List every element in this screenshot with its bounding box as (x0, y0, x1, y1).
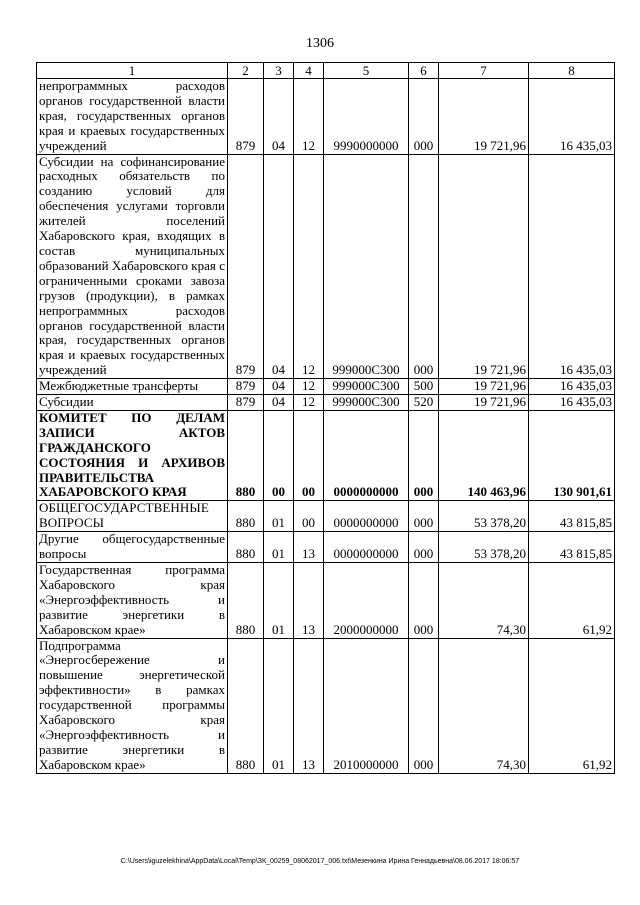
row-expense-type: 000 (409, 79, 439, 155)
row-amount-year2: 16 435,03 (529, 379, 615, 395)
table-row (37, 379, 615, 395)
row-target-article: 9990000000 (324, 79, 409, 155)
row-amount-year1: 19 721,96 (439, 379, 529, 395)
row-section: 01 (264, 638, 294, 773)
table-row (37, 395, 615, 411)
row-subsection: 13 (294, 563, 324, 639)
row-amount-year2: 16 435,03 (529, 395, 615, 411)
column-header: 8 (529, 63, 615, 79)
row-amount-year2: 16 435,03 (529, 79, 615, 155)
row-name: Другие общегосударственные вопросы (37, 532, 228, 563)
row-amount-year1: 19 721,96 (439, 79, 529, 155)
row-name: Субсидии на софинансирование расходных обязательств по созданию условий для обеспечения услугами торговли жителей поселений Хабаровского края, входящих в состав муниципальных образований Хабаровского края с ограниченными сроками завоза грузов (продукции), в рамках непрограммных расходов органов государственной власти края, государственных органов края и краевых государственных учреждений (37, 154, 228, 379)
row-target-article: 0000000000 (324, 532, 409, 563)
row-admin-code: 879 (228, 154, 264, 379)
row-amount-year2: 130 901,61 (529, 410, 615, 500)
row-admin-code: 880 (228, 532, 264, 563)
row-expense-type: 000 (409, 501, 439, 532)
row-amount-year1: 140 463,96 (439, 410, 529, 500)
column-header: 3 (264, 63, 294, 79)
row-subsection: 00 (294, 501, 324, 532)
row-name: непрограммных расходов органов государственной власти края, государственных органов края и краевых государственных учреждений (37, 79, 228, 155)
page-number: 1306 (306, 36, 334, 51)
row-section: 01 (264, 501, 294, 532)
row-amount-year1: 19 721,96 (439, 395, 529, 411)
row-subsection: 12 (294, 379, 324, 395)
row-amount-year2: 43 815,85 (529, 532, 615, 563)
row-admin-code: 879 (228, 379, 264, 395)
table-row (37, 79, 615, 155)
row-section: 04 (264, 379, 294, 395)
row-amount-year2: 43 815,85 (529, 501, 615, 532)
row-expense-type: 000 (409, 638, 439, 773)
row-target-article: 999000С300 (324, 395, 409, 411)
row-expense-type: 000 (409, 532, 439, 563)
table-row (37, 154, 615, 379)
row-section: 00 (264, 410, 294, 500)
table-row-committee (37, 410, 615, 500)
row-expense-type: 000 (409, 410, 439, 500)
row-section: 04 (264, 395, 294, 411)
row-admin-code: 880 (228, 410, 264, 500)
row-subsection: 12 (294, 79, 324, 155)
row-admin-code: 879 (228, 79, 264, 155)
row-expense-type: 000 (409, 563, 439, 639)
row-name: Подпрограмма «Энергосбережение и повышение энергетической эффективности» в рамках государственной программы Хабаровского края «Энергоэффективность и развитие энергетики в Хабаровском крае» (37, 638, 228, 773)
budget-table (36, 62, 615, 774)
table-row (37, 532, 615, 563)
column-header: 1 (37, 63, 228, 79)
row-amount-year1: 53 378,20 (439, 501, 529, 532)
row-subsection: 12 (294, 395, 324, 411)
column-header: 6 (409, 63, 439, 79)
row-section: 04 (264, 154, 294, 379)
row-admin-code: 879 (228, 395, 264, 411)
row-subsection: 00 (294, 410, 324, 500)
row-amount-year1: 74,30 (439, 638, 529, 773)
row-subsection: 12 (294, 154, 324, 379)
column-header: 2 (228, 63, 264, 79)
row-target-article: 2010000000 (324, 638, 409, 773)
row-expense-type: 520 (409, 395, 439, 411)
column-header: 7 (439, 63, 529, 79)
table-header-row (37, 63, 615, 79)
row-target-article: 0000000000 (324, 501, 409, 532)
row-target-article: 2000000000 (324, 563, 409, 639)
row-subsection: 13 (294, 532, 324, 563)
row-admin-code: 880 (228, 563, 264, 639)
table-row (37, 563, 615, 639)
row-admin-code: 880 (228, 638, 264, 773)
row-expense-type: 500 (409, 379, 439, 395)
column-header: 4 (294, 63, 324, 79)
row-amount-year2: 16 435,03 (529, 154, 615, 379)
row-section: 01 (264, 563, 294, 639)
row-name: КОМИТЕТ ПО ДЕЛАМ ЗАПИСИ АКТОВ ГРАЖДАНСКОГО СОСТОЯНИЯ И АРХИВОВ ПРАВИТЕЛЬСТВА ХАБАРОВСКОГО КРАЯ (37, 410, 228, 500)
row-amount-year2: 61,92 (529, 638, 615, 773)
row-amount-year2: 61,92 (529, 563, 615, 639)
row-target-article: 999000С300 (324, 379, 409, 395)
row-name: Государственная программа Хабаровского края «Энергоэффективность и развитие энергетики в Хабаровском крае» (37, 563, 228, 639)
table-row (37, 501, 615, 532)
row-name: Межбюджетные трансферты (37, 379, 228, 395)
row-name: Субсидии (37, 395, 228, 411)
row-amount-year1: 19 721,96 (439, 154, 529, 379)
row-section: 01 (264, 532, 294, 563)
row-target-article: 0000000000 (324, 410, 409, 500)
row-amount-year1: 74,30 (439, 563, 529, 639)
row-amount-year1: 53 378,20 (439, 532, 529, 563)
column-header: 5 (324, 63, 409, 79)
row-admin-code: 880 (228, 501, 264, 532)
row-subsection: 13 (294, 638, 324, 773)
row-expense-type: 000 (409, 154, 439, 379)
file-path-footer: C:\Users\iguzelekhina\AppData\Local\Temp\ЗК_00259_08062017_006.txt\Мезенкина Ирина Геннадьевна\08.06.2017 18:06:57 (120, 858, 520, 865)
row-name: ОБЩЕГОСУДАРСТВЕННЫЕ ВОПРОСЫ (37, 501, 228, 532)
row-section: 04 (264, 79, 294, 155)
row-target-article: 999000С300 (324, 154, 409, 379)
table-row (37, 638, 615, 773)
